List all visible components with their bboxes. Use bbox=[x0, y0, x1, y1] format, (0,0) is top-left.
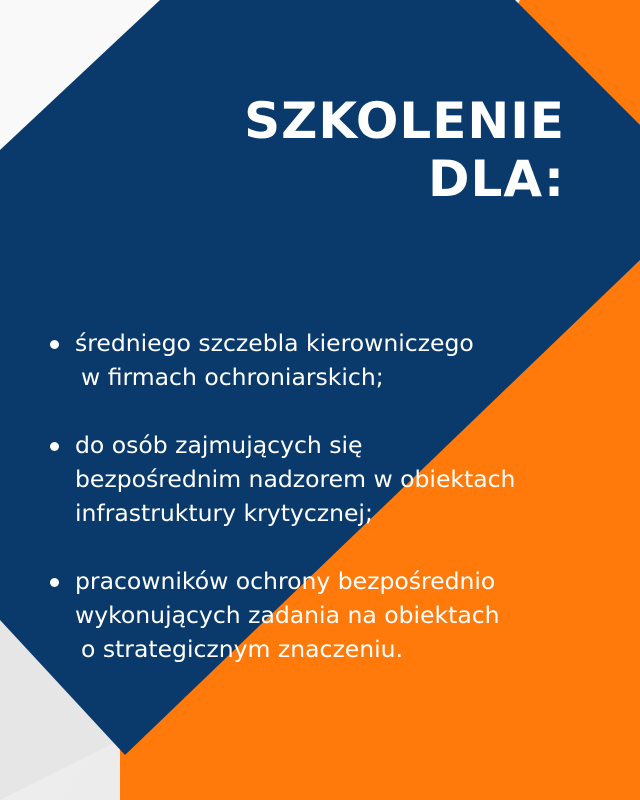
list-item bbox=[48, 564, 628, 666]
list-item-line: do osób zajmujących się bbox=[75, 431, 363, 459]
title-line-1: SZKOLENIE bbox=[244, 92, 565, 150]
list-item bbox=[48, 326, 628, 394]
list-item-line: średniego szczebla kierowniczego bbox=[75, 329, 474, 357]
list-item-line: pracowników ochrony bezpośrednio bbox=[75, 567, 496, 595]
list-item-line: o strategicznym znaczeniu. bbox=[81, 635, 404, 663]
audience-list bbox=[48, 326, 628, 666]
list-item-line: w firmach ochroniarskich; bbox=[81, 363, 384, 391]
list-item-line: infrastruktury krytycznej; bbox=[75, 499, 373, 527]
list-item bbox=[48, 428, 628, 530]
list-item-line: wykonujących zadania na obiektach bbox=[75, 601, 500, 629]
page-title bbox=[244, 92, 565, 208]
list-item-line: bezpośrednim nadzorem w obiektach bbox=[75, 465, 516, 493]
title-line-2: DLA: bbox=[428, 150, 565, 208]
